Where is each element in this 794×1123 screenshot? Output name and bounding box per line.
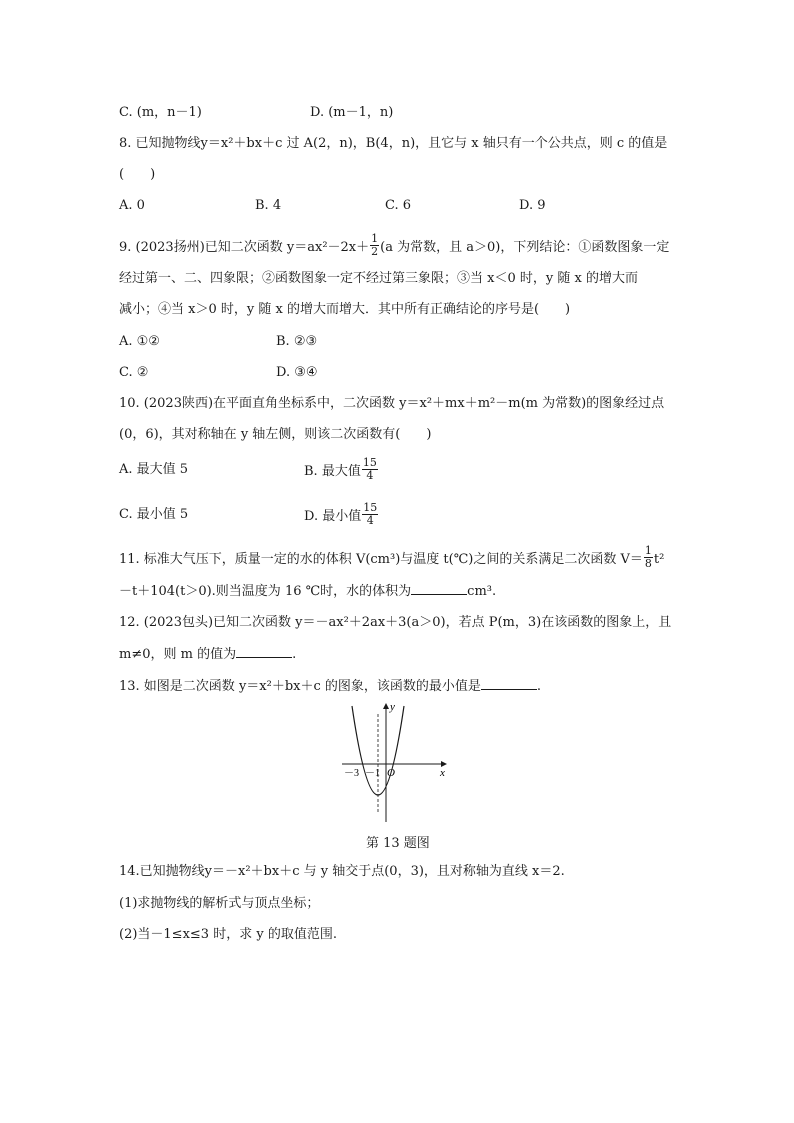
q9-fraction: [370, 233, 379, 258]
q11-stem-line1: [119, 544, 665, 572]
origin-label: O: [387, 767, 395, 779]
q13-parabola-figure: [340, 700, 460, 824]
q10-option-c: C. 最小值 5: [119, 507, 189, 522]
q7-option-d: D. (m－1，n): [310, 105, 394, 120]
tick-label-neg3: －3: [344, 768, 359, 779]
q12-stem-line2: [119, 645, 296, 664]
q10-option-b: [304, 456, 379, 484]
q13-answer-blank[interactable]: [481, 677, 537, 690]
q12-line2-pre: m≠0，则 m 的值为: [119, 647, 237, 662]
q11-line2-post: cm³.: [467, 584, 497, 599]
q10-option-b-fraction: [362, 457, 378, 482]
q9-fraction-numerator: 1: [371, 232, 379, 245]
q11-line2-pre: －t＋104(t＞0).则当温度为 16 ℃时，水的体积为: [119, 584, 412, 599]
q9-option-d: D. ③④: [276, 365, 318, 380]
q11-stem-line2: [119, 582, 496, 601]
q8-option-a: A. 0: [119, 198, 145, 213]
q11-fraction-denominator: 8: [644, 557, 652, 570]
q12-stem-line1: 12. (2023包头)已知二次函数 y＝－ax²＋2ax＋3(a＞0)，若点 P(m，3)在该函数的图象上，且: [119, 615, 672, 630]
q9-option-a: A. ①②: [119, 334, 160, 349]
q13-stem-pre: 13. 如图是二次函数 y＝x²＋bx＋c 的图象，该函数的最小值是: [119, 679, 481, 694]
q14-part1: (1)求抛物线的解析式与顶点坐标；: [119, 896, 320, 911]
q9-fraction-denominator: 2: [371, 245, 379, 258]
q10-option-d-denominator: 4: [366, 514, 374, 527]
q8-stem: 8. 已知抛物线y＝x²＋bx＋c 过 A(2，n)，B(4，n)，且它与 x 轴只有一个公共点，则 c 的值是: [119, 136, 668, 151]
q10-option-b-numerator: 15: [362, 456, 377, 469]
q9-stem-post: (a 为常数，且 a＞0)，下列结论：①函数图象一定: [380, 240, 670, 255]
q10-stem-line1: 10. (2023陕西)在平面直角坐标系中，二次函数 y＝x²＋mx＋m²－m(m 为常数)的图象经过点: [119, 396, 665, 411]
q10-option-d-label: D. 最小值: [304, 509, 362, 524]
q13-stem-post: .: [536, 679, 542, 694]
q14-part2: (2)当－1≤x≤3 时，求 y 的取值范围.: [119, 927, 337, 942]
q13-stem: [119, 677, 541, 696]
q10-option-d-fraction: [362, 502, 378, 527]
y-axis-label: y: [390, 701, 395, 713]
tick-label-neg1: －1: [365, 768, 380, 779]
q8-option-c: C. 6: [385, 198, 412, 213]
q8-option-b: B. 4: [255, 198, 282, 213]
q9-stem-pre: 9. (2023扬州)已知二次函数 y＝ax²－2x＋: [119, 240, 370, 255]
q7-option-c: C. (m，n－1): [119, 105, 202, 120]
q10-option-b-denominator: 4: [366, 469, 374, 482]
q11-fraction-numerator: 1: [644, 544, 652, 557]
q10-option-b-label: B. 最大值: [304, 464, 361, 479]
q10-option-d: [304, 501, 379, 529]
q8-option-d: D. 9: [519, 198, 546, 213]
q10-stem-line2: (0，6)，其对称轴在 y 轴左侧，则该二次函数有( ): [119, 427, 432, 442]
q9-option-c: C. ②: [119, 365, 149, 380]
q9-stem-line3: 减小；④当 x＞0 时，y 随 x 的增大而增大．其中所有正确结论的序号是( ): [119, 302, 571, 317]
q10-option-a: A. 最大值 5: [119, 462, 189, 477]
q11-stem-pre: 11. 标准大气压下，质量一定的水的体积 V(cm³)与温度 t(℃)之间的关系满足二次函数 V＝: [119, 552, 643, 567]
q11-answer-blank[interactable]: [411, 582, 467, 595]
q9-option-b: B. ②③: [276, 334, 318, 349]
q14-stem: 14.已知抛物线y＝－x²＋bx＋c 与 y 轴交于点(0，3)，且对称轴为直线 x＝2.: [119, 864, 565, 879]
q9-stem-line2: 经过第一、二、四象限；②函数图象一定不经过第三象限；③当 x＜0 时，y 随 x 的增大而: [119, 271, 638, 286]
q8-answer-bracket: ( ): [119, 167, 156, 182]
q12-line2-post: .: [292, 647, 297, 662]
q11-fraction: [644, 545, 653, 570]
x-axis-label: x: [440, 767, 445, 779]
q12-answer-blank[interactable]: [236, 645, 292, 658]
q10-option-d-numerator: 15: [363, 501, 378, 514]
q11-stem-post: t²: [653, 552, 665, 567]
q9-stem-line1: [119, 232, 670, 260]
q13-figure-caption: 第 13 题图: [366, 836, 430, 851]
